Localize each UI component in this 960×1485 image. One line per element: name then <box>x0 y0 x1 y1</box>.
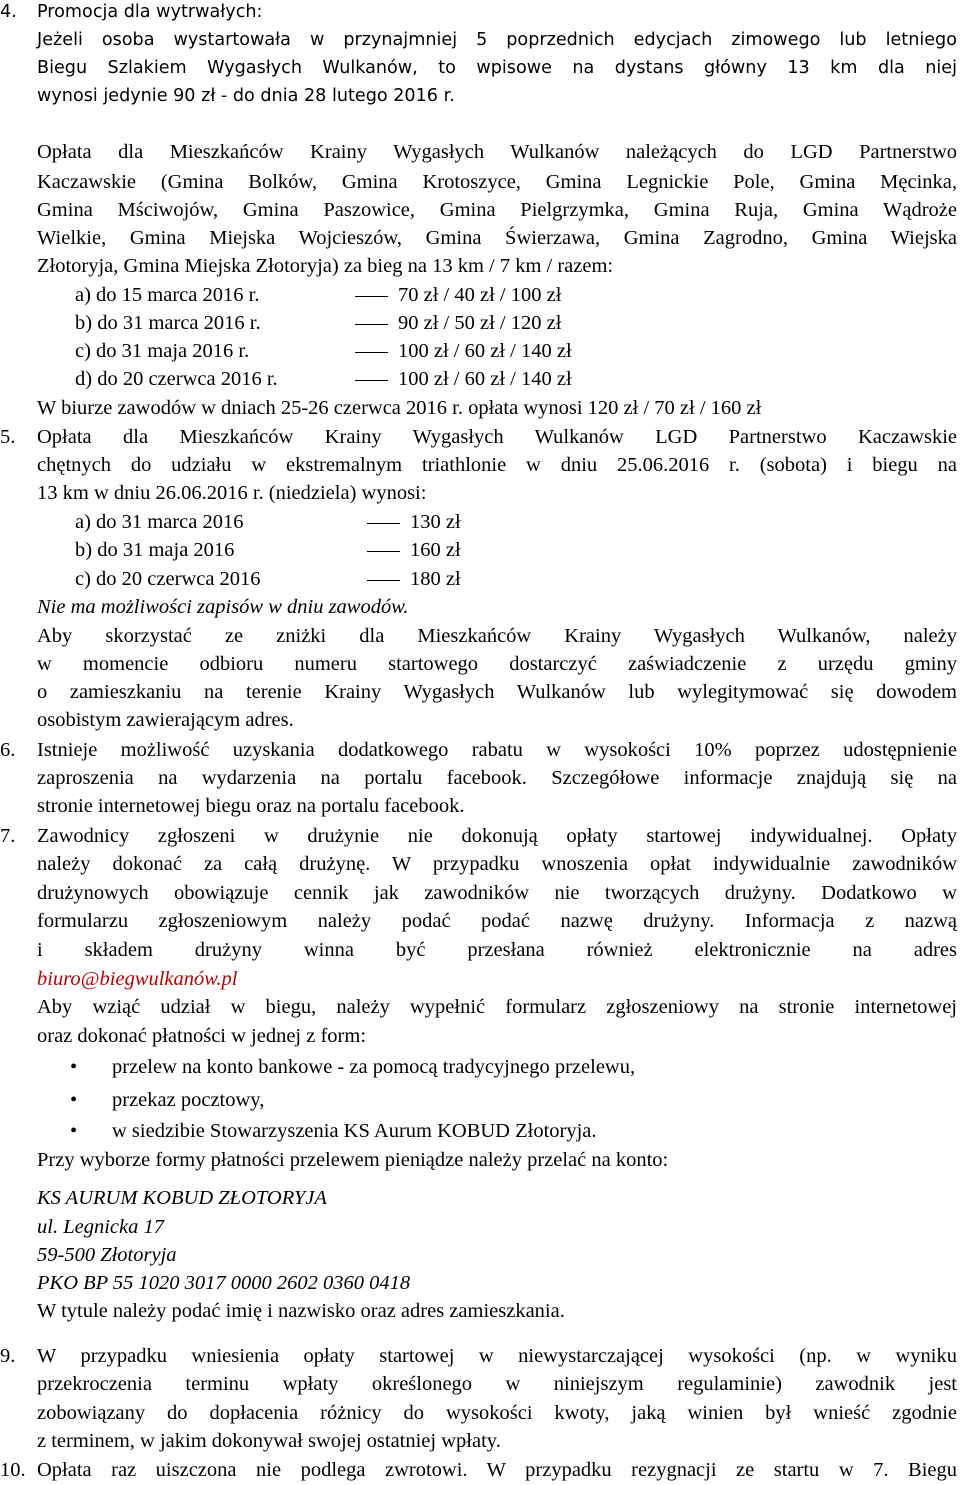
form-line: Aby wziąć udział w biegu, należy wypełnić formularz zgłoszeniowy na stronie internetowej <box>37 996 957 1018</box>
section-5-line: 5. Opłata dla Mieszkańców Krainy Wygasłych Wulkanów LGD Partnerstwo Kaczawskie <box>0 423 960 452</box>
section-9-line: 9. W przypadku wniesienia opłaty startowej w niewystarczającej wysokości (np. w wyniku <box>0 1342 960 1371</box>
section-number: 6. <box>0 739 16 761</box>
dash-icon <box>367 523 400 524</box>
discount-line: Aby skorzystać ze zniżki dla Mieszkańców Krainy Wygasłych Wulkanów, należy <box>37 625 957 647</box>
bullet-icon: • <box>70 1056 78 1078</box>
dash-icon <box>355 380 388 381</box>
fee-date: c) do 31 maja 2016 r. <box>75 340 250 362</box>
section-heading: Promocja dla wytrwałych: <box>37 2 263 22</box>
residents-line: Gmina Mściwojów, Gmina Paszowice, Gmina Pielgrzymka, Gmina Ruja, Gmina Wądroże <box>37 199 957 221</box>
dash-icon <box>367 551 400 552</box>
section-number: 5. <box>0 426 16 448</box>
section-6-line: stronie internetowej biegu oraz na portalu facebook. <box>37 795 465 817</box>
email-line <box>0 965 960 994</box>
residents-line: Złotoryja, Gmina Miejska Złotoryja) za bieg na 13 km / 7 km / razem: <box>37 255 614 277</box>
section-10-line: 10. Opłata raz uiszczona nie podlega zwrotowi. W przypadku rezygnacji ze startu w 7. Biegu <box>0 1456 960 1485</box>
section-6-line: 6. Istnieje możliwość uzyskania dodatkowego rabatu w wysokości 10% poprzez udostępnienie <box>0 736 960 765</box>
transfer-line: Przy wyborze formy płatności przelewem pieniądze należy przelać na konto: <box>37 1149 669 1171</box>
account-line: 59-500 Złotoryja <box>37 1244 177 1266</box>
residents-line: Wielkie, Gmina Miejska Wojcieszów, Gmina Świerzawa, Gmina Zagrodno, Gmina Wiejska <box>37 227 957 249</box>
fee-row <box>0 508 960 537</box>
section-7-line: 7. Zawodnicy zgłoszeni w drużynie nie dokonują opłaty startowej indywidualnej. Opłaty <box>0 822 960 851</box>
section-7-line: należy dokonać za całą drużynę. W przypadku wnoszenia opłat indywidualnie zawodników <box>37 853 957 875</box>
section-9-line: z terminem, w jakim dokonywał swojej ostatniej wpłaty. <box>37 1430 501 1452</box>
fee-row <box>0 309 960 338</box>
fee-row <box>0 365 960 394</box>
account-line: KS AURUM KOBUD ZŁOTORYJA <box>37 1187 327 1209</box>
section-7-line: i składem drużyny winna być przesłana również elektronicznie na adres <box>37 939 957 961</box>
bullet-icon: • <box>70 1089 78 1111</box>
form-line: oraz dokonać płatności w jednej z form: <box>37 1025 367 1047</box>
fee-value: 130 zł <box>367 508 461 537</box>
section-number: 9. <box>0 1345 16 1367</box>
fee-value: 100 zł / 60 zł / 140 zł <box>355 337 572 366</box>
dash-icon <box>367 580 400 581</box>
promo-line: wynosi jedynie 90 zł - do dnia 28 lutego 2016 r. <box>37 86 455 106</box>
section-5-line: 13 km w dniu 26.06.2016 r. (niedziela) wynosi: <box>37 482 427 504</box>
payment-option: • przekaz pocztowy, <box>0 1086 960 1115</box>
fee-row <box>0 281 960 310</box>
fee-value: 90 zł / 50 zł / 120 zł <box>355 309 561 338</box>
discount-line: o zamieszkaniu na terenie Krainy Wygasłych Wulkanów lub wylegitymować się dowodem <box>37 681 957 703</box>
payment-option: • przelew na konto bankowe - za pomocą tradycyjnego przelewu, <box>0 1053 960 1082</box>
fee-value: 70 zł / 40 zł / 100 zł <box>355 281 561 310</box>
title-line: W tytule należy podać imię i nazwisko oraz adres zamieszkania. <box>37 1300 565 1322</box>
residents-line: Opłata dla Mieszkańców Krainy Wygasłych Wulkanów należących do LGD Partnerstwo <box>37 141 957 163</box>
fee-date: b) do 31 maja 2016 <box>75 539 235 561</box>
email-link[interactable]: biuro@biegwulkanów.pl <box>37 968 238 990</box>
fee-date: a) do 31 marca 2016 <box>75 511 244 533</box>
office-fee-line: W biurze zawodów w dniach 25-26 czerwca 2016 r. opłata wynosi 120 zł / 70 zł / 160 zł <box>37 397 762 419</box>
dash-icon <box>355 324 388 325</box>
fee-row <box>0 536 960 565</box>
fee-date: b) do 31 marca 2016 r. <box>75 312 261 334</box>
section-7-line: formularzu zgłoszeniowym należy podać podać nazwę drużyny. Informacja z nazwą <box>37 910 957 932</box>
section-4-heading-line <box>0 0 960 27</box>
account-number: PKO BP 55 1020 3017 0000 2602 0360 0418 <box>37 1272 411 1294</box>
payment-option: • w siedzibie Stowarzyszenia KS Aurum KOBUD Złotoryja. <box>0 1117 960 1146</box>
dash-icon <box>355 352 388 353</box>
fee-date: c) do 20 czerwca 2016 <box>75 568 261 590</box>
fee-row <box>0 337 960 366</box>
discount-line: w momencie odbioru numeru startowego dostarczyć zaświadczenie z urzędu gminy <box>37 653 957 675</box>
fee-value: 160 zł <box>367 536 461 565</box>
discount-line: osobistym zawierającym adres. <box>37 709 294 731</box>
section-5-line: chętnych do udziału w ekstremalnym triathlonie w dniu 25.06.2016 r. (sobota) i biegu na <box>37 454 957 476</box>
fee-value: 100 zł / 60 zł / 140 zł <box>355 365 572 394</box>
section-6-line: zaproszenia na wydarzenia na portalu facebook. Szczegółowe informacje znajdują się na <box>37 767 957 789</box>
dash-icon <box>355 296 388 297</box>
fee-row <box>0 565 960 594</box>
section-number: 7. <box>0 825 16 847</box>
bullet-icon: • <box>70 1120 78 1142</box>
section-number: 10. <box>0 1459 26 1481</box>
section-9-line: zobowiązany do dopłacenia różnicy do wysokości kwoty, jaką winien był wnieść zgodnie <box>37 1402 957 1424</box>
account-line: ul. Legnicka 17 <box>37 1216 164 1238</box>
promo-line: Biegu Szlakiem Wygasłych Wulkanów, to wpisowe na dystans główny 13 km dla niej <box>37 58 957 78</box>
fee-date: a) do 15 marca 2016 r. <box>75 284 260 306</box>
no-signup-note: Nie ma możliwości zapisów w dniu zawodów. <box>37 596 409 618</box>
fee-date: d) do 20 czerwca 2016 r. <box>75 368 278 390</box>
promo-line: Jeżeli osoba wystartowała w przynajmniej 5 poprzednich edycjach zimowego lub letniego <box>37 30 957 50</box>
fee-value: 180 zł <box>367 565 461 594</box>
section-7-line: drużynowych obowiązuje cennik jak zawodników nie tworzących drużyny. Dodatkowo w <box>37 882 957 904</box>
section-9-line: przekroczenia terminu wpłaty określonego w niniejszym regulaminie) zawodnik jest <box>37 1373 957 1395</box>
residents-line: Kaczawskie (Gmina Bolków, Gmina Krotoszyce, Gmina Legnickie Pole, Gmina Męcinka, <box>37 171 957 193</box>
section-number: 4. <box>0 2 17 22</box>
